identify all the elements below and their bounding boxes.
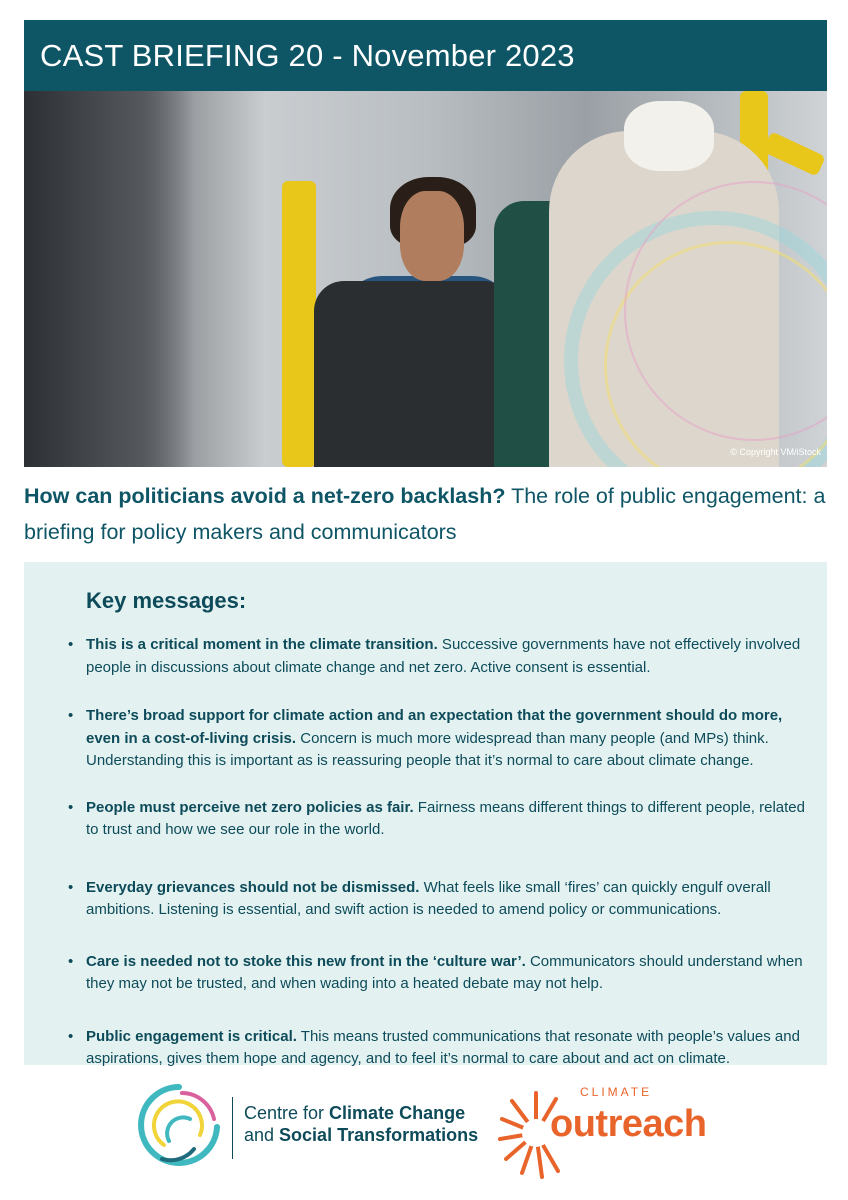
cover-photo	[24, 91, 827, 467]
key-message-text: Successive governments have not effectively involved people in discussions about climate change and net zero. Active consent is essential.	[86, 636, 801, 676]
logo-divider	[232, 1097, 233, 1159]
key-message-text: What feels like small ‘fires’ can quickly engulf overall ambitions. Listening is essential, and swift action is needed to amend policy or communications.	[86, 878, 771, 918]
footer-logos	[0, 1075, 848, 1185]
bullet-icon: •	[68, 878, 74, 896]
subtitle-description: The role of public engagement: a briefing for policy makers and communicators	[24, 484, 826, 544]
key-message-heading: People must perceive net zero policies as fair.	[86, 798, 414, 816]
key-messages-title: Key messages:	[86, 588, 247, 613]
briefing-header	[24, 20, 827, 91]
bullet-icon: •	[68, 707, 74, 724]
yellow-pole-left	[282, 181, 316, 467]
key-message-item	[68, 705, 808, 773]
person-face	[400, 191, 464, 281]
bullet-icon: •	[68, 798, 74, 816]
key-message-item	[68, 634, 808, 679]
subtitle-question: How can politicians avoid a net-zero backlash?	[24, 484, 506, 508]
bullet-icon: •	[68, 636, 74, 653]
cast-line-1-bold: Climate Change	[329, 1103, 466, 1123]
key-message-item	[68, 877, 808, 922]
key-message-text: Fairness means different things to different people, related to trust and how we see our role in the world.	[86, 798, 805, 838]
cast-line-2-bold: Social Transformations	[279, 1125, 479, 1145]
climate-outreach-top: CLIMATE	[580, 1085, 653, 1099]
key-message-text: This means trusted communications that resonate with people’s values and aspirations, gives them hope and agency, and to feel it’s normal to care about and act on climate.	[86, 1027, 800, 1067]
cast-line-1-plain: Centre for	[244, 1103, 330, 1123]
yellow-handle	[762, 131, 826, 176]
key-message-text: Communicators should understand when they may not be trusted, and when wading into a heated debate may not help.	[86, 952, 803, 992]
cast-line-2	[244, 1124, 478, 1146]
black-bag	[314, 281, 514, 467]
white-scarf	[624, 101, 714, 171]
key-message-item	[68, 951, 808, 996]
key-message-heading: There’s broad support for climate action and an expectation that the government should do more, even in a cost-of-living crisis.	[86, 707, 783, 747]
key-messages-list	[68, 634, 808, 1095]
briefing-title: CAST BRIEFING 20 - November 2023	[40, 38, 575, 73]
cast-line-2-plain: and	[244, 1125, 280, 1145]
cast-logo-text	[244, 1102, 478, 1146]
cast-logo-icon	[134, 1079, 224, 1175]
key-message-item	[68, 797, 808, 842]
photo-copyright: © Copyright VM/iStock	[730, 447, 821, 457]
key-message-text: Concern is much more widespread than many people (and MPs) think. Understanding this is important as is reassuring people that it’s normal to care about climate change.	[86, 729, 769, 769]
key-message-heading: Everyday grievances should not be dismissed.	[86, 878, 420, 896]
bullet-icon: •	[68, 1027, 74, 1045]
key-message-heading: Public engagement is critical.	[86, 1027, 297, 1045]
key-message-heading: This is a critical moment in the climate transition.	[86, 636, 438, 653]
briefing-subtitle	[24, 478, 827, 550]
cast-line-1	[244, 1102, 478, 1124]
key-message-heading: Care is needed not to stoke this new front in the ‘culture war’.	[86, 952, 526, 970]
key-messages-box	[24, 562, 827, 1065]
key-message-item	[68, 1026, 808, 1071]
photo-blur-foreground	[24, 91, 194, 467]
climate-outreach-main: outreach	[550, 1103, 707, 1145]
bullet-icon: •	[68, 952, 74, 970]
